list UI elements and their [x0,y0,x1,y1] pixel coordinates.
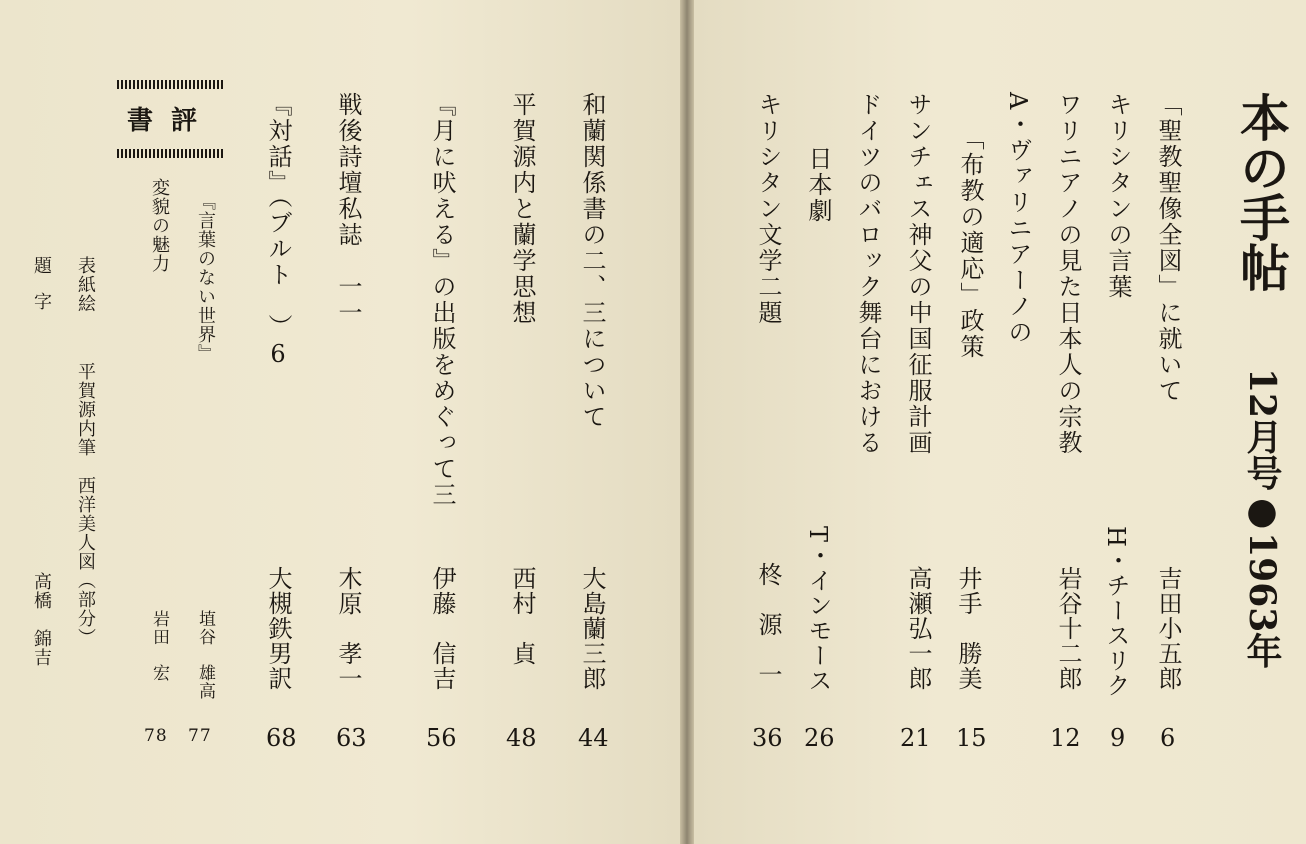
review-title[interactable]: 『言葉のない世界』 [195,192,216,363]
toc-author: 伊藤 信吉 [428,566,456,691]
review-author: 埴谷 雄高 [195,610,215,700]
toc-page-number: 44 [578,724,609,752]
review-page-number: 78 [144,726,168,746]
review-title[interactable]: 変貌の魅力 [149,178,170,273]
toc-page-number: 6 [1160,724,1176,752]
cover-art-value: 平賀源内筆 西洋美人図（部分） [75,362,96,647]
magazine-title: 本の手帖 [1232,92,1291,292]
review-page-number: 77 [188,726,212,746]
toc-page-number: 63 [336,724,367,752]
toc-author: 柊 源 一 [754,562,782,687]
toc-title[interactable]: サンチェス神父の中国征服計画 [904,92,932,456]
toc-title[interactable]: ワリニアノの見た日本人の宗教 [1054,92,1082,456]
calligraphy-label: 題字 [31,256,52,328]
calligraphy-value: 高橋 錦吉 [31,572,52,667]
toc-author: H・チースリク [1102,526,1130,698]
review-heading-box [117,80,225,158]
toc-author: 木原 孝一 [334,566,362,691]
toc-title-line2[interactable]: 「布教の適応」政策 [956,126,984,360]
hatch-rule-top [117,80,225,89]
cover-art-label: 表紙絵 [75,256,96,313]
toc-page-number: 9 [1110,724,1126,752]
toc-author: 大島蘭三郎 [578,566,606,691]
toc-author: 西村 貞 [508,566,536,666]
toc-page-number: 26 [804,724,835,752]
review-heading: 書評 [126,106,215,136]
toc-title[interactable]: 和蘭関係書の二、三について [578,92,606,430]
review-author: 岩田 宏 [149,610,169,682]
toc-page-number: 21 [900,724,931,752]
book-gutter [680,0,694,844]
toc-title[interactable]: 『月に吠える』の出版をめぐって三 [428,92,456,508]
toc-title[interactable]: キリシタン文学二題 [754,92,782,326]
issue-date: 12月号●1963年 [1241,368,1283,669]
toc-page-number: 48 [506,724,537,752]
right-page [694,0,1306,844]
toc-title[interactable]: キリシタンの言葉 [1104,92,1132,300]
toc-page-number: 15 [956,724,987,752]
toc-author: 井手 勝美 [954,566,982,691]
toc-title[interactable]: 『対話』（ブルト ）6 [264,92,292,370]
toc-page-number: 68 [266,724,297,752]
toc-author: 岩谷十二郎 [1054,566,1082,691]
toc-page-number: 56 [426,724,457,752]
toc-author: T・インモース [804,526,832,694]
toc-title[interactable]: A・ヴァリニアーノの [1004,92,1032,346]
toc-author: 高瀬弘一郎 [904,566,932,691]
toc-title[interactable]: ドイツのバロック舞台における [854,92,882,456]
toc-author: 大槻鉄男訳 [264,566,292,691]
toc-title[interactable]: 戦後詩壇私誌 一一 [334,92,362,326]
toc-page-number: 12 [1050,724,1081,752]
toc-title[interactable]: 平賀源内と蘭学思想 [508,92,536,326]
toc-author: 吉田小五郎 [1154,566,1182,691]
toc-title[interactable]: 「聖教聖像全図」に就いて [1154,92,1182,404]
toc-page-number: 36 [752,724,783,752]
toc-title-line2[interactable]: 日本劇 [804,146,832,224]
hatch-rule-bottom [117,149,225,158]
